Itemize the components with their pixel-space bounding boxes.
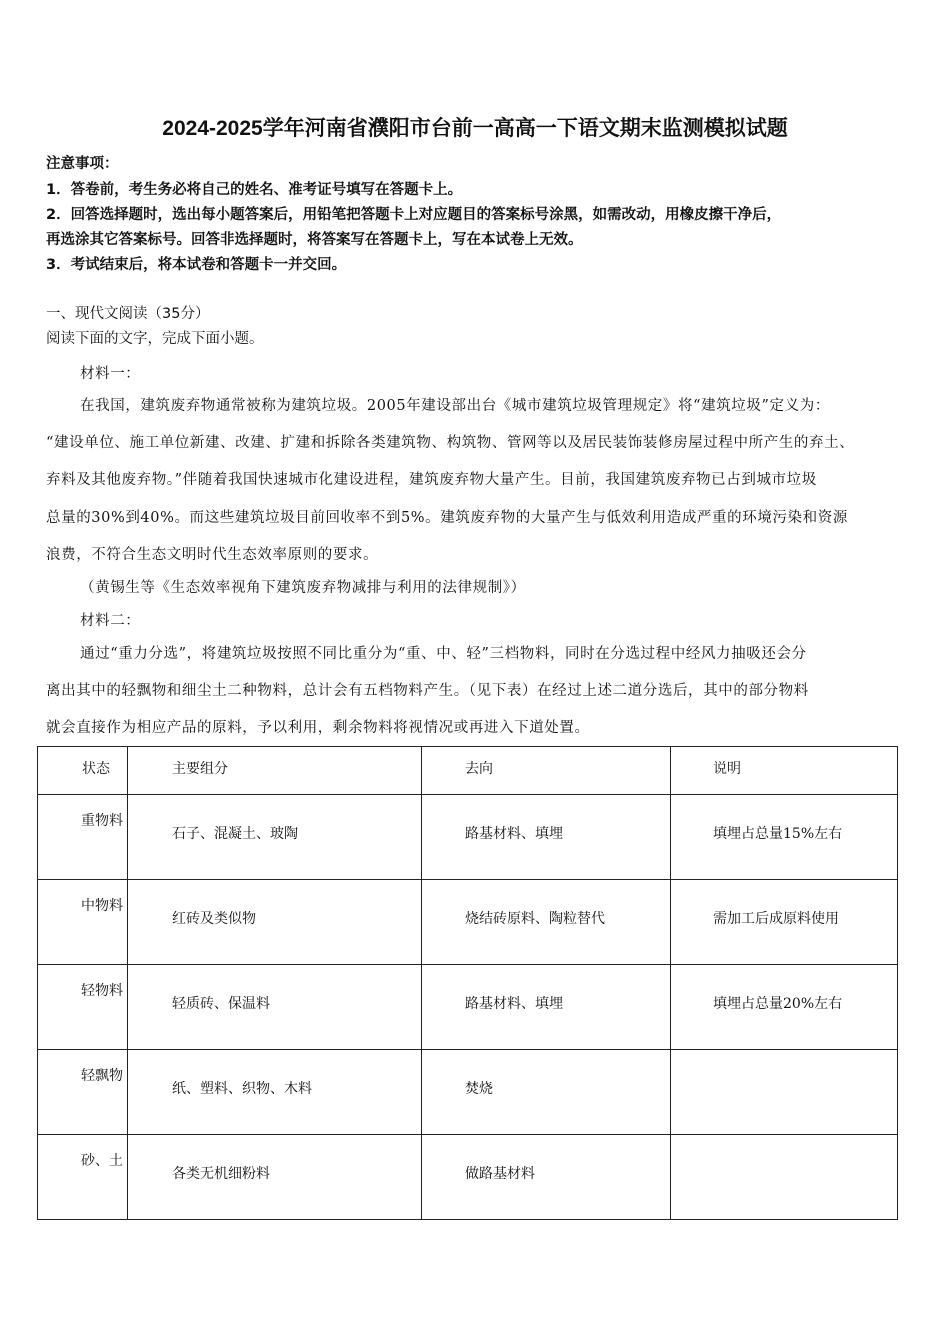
row-state: 重物料 [81,813,123,829]
material1-line: “建设单位、施工单位新建、改建、扩建和拆除各类建筑物、构筑物、管网等以及居民装饰装修房屋过程中所产生的弃土、 [46,435,855,451]
page-title: 2024-2025学年河南省濮阳市台前一高高一下语文期末监测模拟试题 [162,117,788,140]
row-state: 中物料 [81,898,123,914]
table-row [38,965,898,1050]
material1-line: 弃料及其他废弃物。”伴随着我国快速城市化建设进程，建筑废弃物大量产生。目前，我国建筑废弃物已占到城市垃圾 [46,472,817,488]
row-destination: 做路基材料 [465,1166,535,1182]
material1-label: 材料一： [80,366,141,382]
row-destination: 烧结砖原料、陶粒替代 [465,911,605,927]
row-state: 砂、土 [81,1153,123,1169]
row-destination: 路基材料、填埋 [465,996,563,1012]
material-sorting-table [37,746,898,1220]
header-destination: 去向 [465,761,493,777]
notice-heading: 注意事项： [46,156,119,172]
material2-line: 通过“重力分选”，将建筑垃圾按照不同比重分为“重、中、轻”三档物料，同时在分选过程中经风力抽吸还会分 [80,646,807,662]
row-state: 轻飘物 [81,1068,123,1084]
material2-line: 离出其中的轻飘物和细尘土二种物料，总计会有五档物料产生。（见下表）在经过上述二道分选后，其中的部分物料 [46,683,809,699]
material1-line: 在我国，建筑废弃物通常被称为建筑垃圾。2005年建设部出台《城市建筑垃圾管理规定》将“建筑垃圾”定义为： [80,398,830,414]
table-row [38,880,898,965]
row-destination: 焚烧 [465,1081,493,1097]
material2-line: 就会直接作为相应产品的原料，予以利用，剩余物料将视情况或再进入下道处置。 [46,720,590,736]
notice-item: 2．回答选择题时，选出每小题答案后，用铅笔把答题卡上对应题目的答案标号涂黑，如需改动，用橡皮擦干净后， [46,207,782,223]
header-component: 主要组分 [172,761,228,777]
row-component: 石子、混凝土、玻陶 [172,826,298,842]
notice-item: 再选涂其它答案标号。回答非选择题时，将答案写在答题卡上，写在本试卷上无效。 [46,232,583,248]
row-component: 红砖及类似物 [172,911,256,927]
table-row [38,795,898,880]
row-component: 轻质砖、保温料 [172,996,270,1012]
header-note: 说明 [713,761,741,777]
table-header-row [38,747,898,795]
section-instruction: 阅读下面的文字，完成下面小题。 [46,331,264,347]
row-state: 轻物料 [81,983,123,999]
row-component: 纸、塑料、织物、木料 [172,1081,312,1097]
row-note: 填埋占总量20%左右 [713,996,843,1012]
notice-item: 3．考试结束后，将本试卷和答题卡一并交回。 [46,257,347,273]
table-row [38,1050,898,1135]
table-row [38,1135,898,1220]
material1-line: 总量的30%到40%。而这些建筑垃圾目前回收率不到5%。建筑废弃物的大量产生与低效利用造成严重的环境污染和资源 [46,510,848,526]
material1-line: 浪费，不符合生态文明时代生态效率原则的要求。 [46,547,379,563]
row-destination: 路基材料、填埋 [465,826,563,842]
material1-source: （黄锡生等《生态效率视角下建筑废弃物减排与利用的法律规制》） [80,580,526,596]
row-note [671,1135,897,1163]
row-note: 需加工后成原料使用 [713,911,839,927]
notice-item: 1．答卷前，考生务必将自己的姓名、准考证号填写在答题卡上。 [46,182,463,198]
row-component: 各类无机细粉料 [172,1166,270,1182]
section-heading: 一、现代文阅读（35分） [46,306,210,322]
row-note: 填埋占总量15%左右 [713,826,843,842]
row-note [671,1050,897,1078]
material2-label: 材料二： [80,613,141,629]
header-state: 状态 [82,761,110,777]
